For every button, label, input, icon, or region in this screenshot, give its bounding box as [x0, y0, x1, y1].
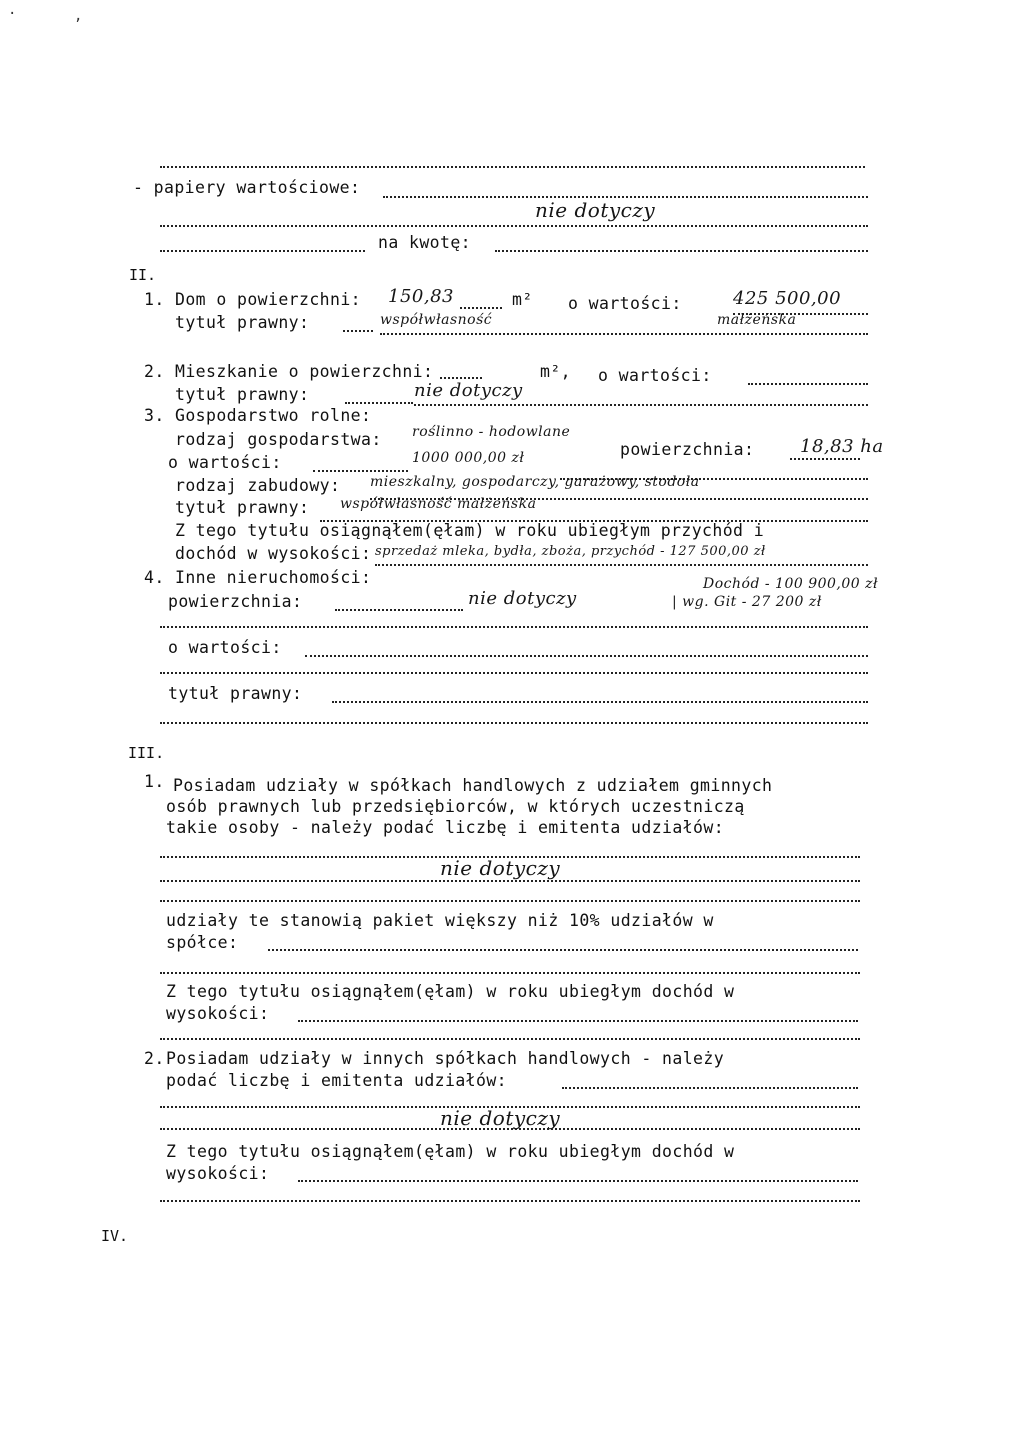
shares-q2-income-2: wysokości: [166, 1164, 270, 1183]
other-area-value: nie dotyczy [468, 588, 577, 609]
dotted-line [790, 458, 860, 460]
shares-q2-income-1: Z tego tytułu osiągnąłem(ęłam) w roku ubiegłym dochód w [166, 1142, 735, 1161]
flat-value-label: o wartości: [598, 366, 712, 385]
farm-income-value: sprzedaż mleka, bydła, zboża, przychód - 127 500,00 zł [375, 544, 766, 559]
other-label: Inne nieruchomości: [175, 568, 372, 587]
farm-area-value: 18,83 ha [800, 436, 884, 457]
farm-income-label-1: Z tego tytułu osiągnąłem(ęłam) w roku ubiegłym przychód i [175, 521, 765, 540]
farm-title-value: współwłasność małżeńska [340, 496, 537, 512]
dotted-line [160, 722, 868, 724]
dotted-line [268, 949, 858, 951]
dotted-line [160, 672, 868, 674]
section-heading-iv: IV. [101, 1227, 129, 1245]
dotted-line [332, 701, 868, 703]
dotted-line [305, 655, 868, 657]
unit-m2: m² [512, 290, 533, 309]
other-extra-2: | wg. Git - 27 200 zł [672, 594, 822, 610]
shares-q1-line-1: Posiadam udziały w spółkach handlowych z udziałem gminnych [173, 776, 773, 795]
shares-q1-package-1: udziały te stanowią pakiet większy niż 10% udziałów w [166, 911, 714, 930]
scan-speck: , [74, 8, 83, 24]
dotted-line [460, 307, 502, 309]
other-extra-1: Dochód - 100 900,00 zł [703, 576, 879, 592]
shares-q1-package-2: spółce: [166, 933, 239, 952]
scan-speck: · [8, 6, 17, 22]
farm-title-label: tytuł prawny: [175, 498, 310, 517]
dotted-line [343, 330, 373, 332]
house-value-label: o wartości: [568, 294, 682, 313]
farm-type-value: roślinno - hodowlane [412, 424, 571, 440]
flat-title-label: tytuł prawny: [175, 385, 310, 404]
dotted-line [414, 404, 868, 406]
other-title-label: tytuł prawny: [168, 684, 303, 703]
item-number: 2. [144, 362, 165, 381]
shares-q2-line-1: Posiadam udziały w innych spółkach handlowych - należy [166, 1049, 725, 1068]
dotted-line [160, 972, 860, 974]
farm-value-label: o wartości: [168, 453, 282, 472]
shares-q1-answer: nie dotyczy [440, 856, 561, 880]
flat-title-value: nie dotyczy [414, 380, 523, 401]
dotted-line [562, 1087, 858, 1089]
item-number: 1. [144, 772, 165, 791]
dotted-line [313, 470, 408, 472]
dotted-line [160, 880, 860, 882]
dotted-line [160, 250, 365, 252]
farm-label: Gospodarstwo rolne: [175, 406, 372, 425]
dotted-line [335, 609, 463, 611]
dotted-line [380, 333, 868, 335]
shares-q1-income-2: wysokości: [166, 1004, 270, 1023]
dotted-line [495, 250, 868, 252]
house-title-value: współwłasność [380, 312, 493, 328]
dotted-line [748, 383, 868, 385]
item-number: 3. [144, 406, 165, 425]
dotted-line [440, 377, 482, 379]
shares-q2-answer: nie dotyczy [440, 1106, 561, 1130]
shares-q1-line-3: takie osoby - należy podać liczbę i emitenta udziałów: [166, 818, 725, 837]
item-number: 4. [144, 568, 165, 587]
securities-label: - papiery wartościowe: [133, 178, 361, 197]
dotted-line [160, 1200, 860, 1202]
shares-q1-income-1: Z tego tytułu osiągnąłem(ęłam) w roku ubiegłym dochód w [166, 982, 735, 1001]
dotted-line [160, 166, 865, 168]
dotted-line [298, 1020, 858, 1022]
farm-value-value: 1000 000,00 zł [412, 450, 525, 466]
other-value-label: o wartości: [168, 638, 282, 657]
section-heading-ii: II. [129, 266, 157, 284]
unit-m2: m², [540, 362, 572, 381]
farm-building-label: rodzaj zabudowy: [175, 476, 341, 495]
farm-building-value: mieszkalny, gospodarczy, garażowy, stodoła [370, 474, 700, 490]
house-title-value-2: małżeńska [717, 312, 797, 328]
dotted-line [160, 225, 868, 227]
handwritten-answer: nie dotyczy [535, 198, 656, 222]
shares-q2-line-2: podać liczbę i emitenta udziałów: [166, 1071, 508, 1090]
item-number: 2. [144, 1049, 165, 1068]
dotted-line [375, 564, 868, 566]
other-area-label: powierzchnia: [168, 592, 303, 611]
house-area-label: Dom o powierzchni: [175, 290, 362, 309]
house-value-value: 425 500,00 [733, 288, 842, 309]
dotted-line [160, 1038, 860, 1040]
dotted-line [298, 1180, 858, 1182]
dotted-line [345, 402, 413, 404]
dotted-line [160, 626, 868, 628]
shares-q1-line-2: osób prawnych lub przedsiębiorców, w których uczestniczą [166, 797, 745, 816]
farm-income-label-2: dochód w wysokości: [175, 544, 372, 563]
dotted-line [160, 1128, 860, 1130]
amount-label: na kwotę: [378, 233, 472, 252]
section-heading-iii: III. [128, 744, 165, 762]
house-title-label: tytuł prawny: [175, 313, 310, 332]
item-number: 1. [144, 290, 165, 309]
house-area-value: 150,83 [388, 286, 454, 307]
dotted-line [160, 900, 860, 902]
farm-type-label: rodzaj gospodarstwa: [175, 430, 382, 449]
farm-area-label: powierzchnia: [620, 440, 755, 459]
flat-area-label: Mieszkanie o powierzchni: [175, 362, 434, 381]
